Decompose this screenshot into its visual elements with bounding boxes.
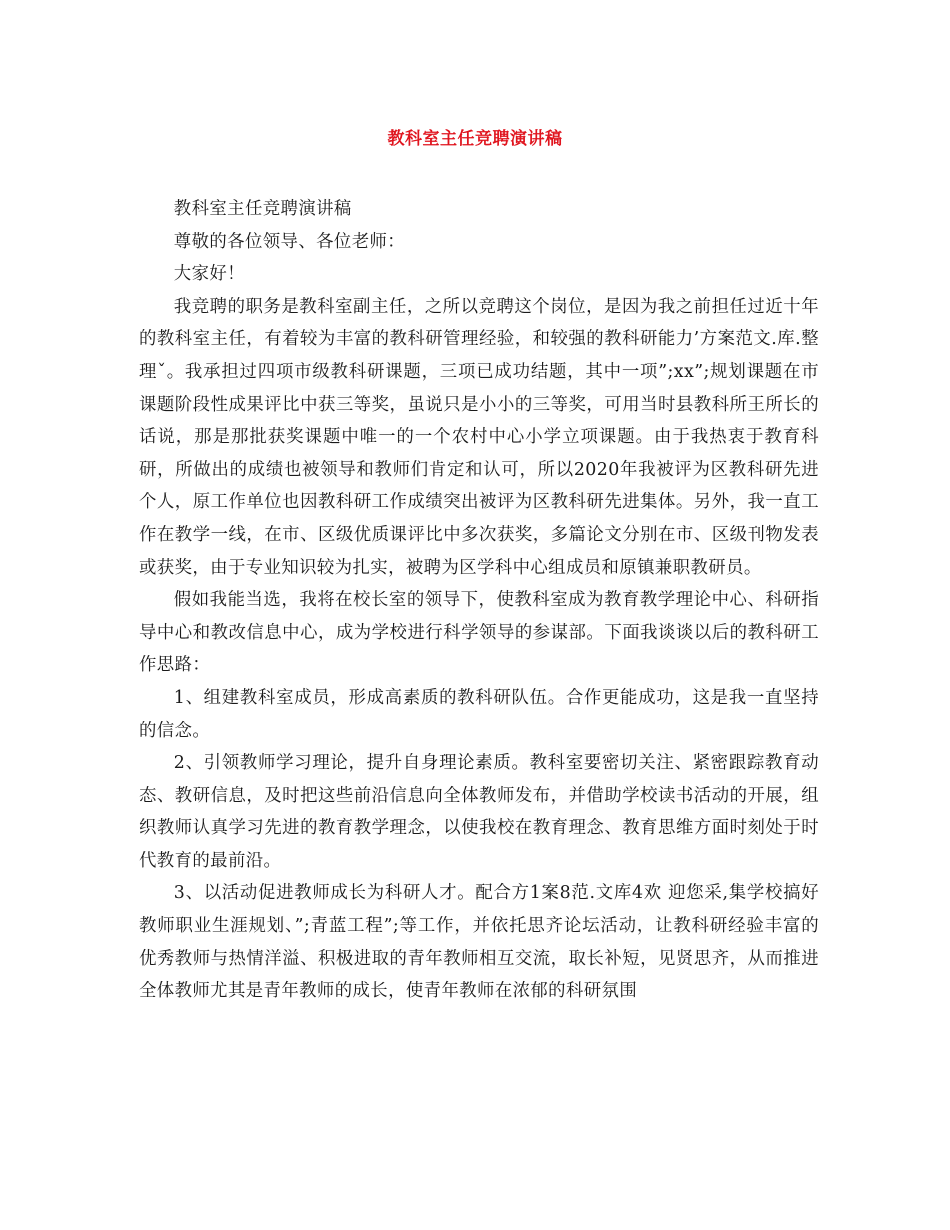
paragraph-point-3: 3、以活动促进教师成长为科研人才。配合方1案8范.文库4欢 迎您采,集学校搞好教师职业生涯规划、”;青蓝工程”;等工作，并依托思齐论坛活动，让教科研经验丰富的优秀教师与热情洋溢、积极进取的青年教师相互交流，取长补短，见贤思齐，从而推进全体教师尤其是青年教师的成长，使青年教师在浓郁的科研氛围 xyxy=(139,883,819,1002)
document-body xyxy=(139,193,819,1008)
paragraph-salutation: 尊敬的各位领导、各位老师： xyxy=(173,231,406,252)
paragraph-greeting: 大家好！ xyxy=(173,264,245,285)
paragraph-point-1: 1、组建教科室成员，形成高素质的教科研队伍。合作更能成功，这是我一直坚持的信念。 xyxy=(139,687,819,741)
paragraph-point-2: 2、引领教师学习理论，提升自身理论素质。教科室要密切关注、紧密跟踪教育动态、教研信息，及时把这些前沿信息向全体教师发布，并借助学校读书活动的开展，组织教师认真学习先进的教育教学理念，以使我校在教育理念、教育思维方面时刻处于时代教育的最前沿。 xyxy=(139,753,819,871)
document-title: 教科室主任竞聘演讲稿 xyxy=(387,129,563,149)
paragraph-background: 我竞聘的职务是教科室副主任，之所以竞聘这个岗位，是因为我之前担任过近十年的教科室主任，有着较为丰富的教科研管理经验，和较强的教科研能力’方案范文.库.整理ˇ。我承担过四项市级教科研课题，三项已成功结题，其中一项”;xx”;规划课题在市课题阶段性成果评比中获三等奖，虽说只是小小的三等奖，可用当时县教科所王所长的话说，那是那批获奖课题中唯一的一个农村中心小学立项课题。由于我热衷于教育科研，所做出的成绩也被领导和教师们肯定和认可，所以2020年我被评为区教科研先进个人，原工作单位也因教科研工作成绩突出被评为区教科研先进集体。另外，我一直工作在教学一线，在市、区级优质课评比中多次获奖，多篇论文分别在市、区级刊物发表或获奖，由于专业知识较为扎实，被聘为区学科中心组成员和原镇兼职教研员。 xyxy=(139,296,819,578)
paragraph-plan-intro: 假如我能当选，我将在校长室的领导下，使教科室成为教育教学理论中心、科研指导中心和教改信息中心，成为学校进行科学领导的参谋部。下面我谈谈以后的教科研工作思路： xyxy=(139,590,819,676)
paragraph-heading: 教科室主任竞聘演讲稿 xyxy=(173,199,352,219)
